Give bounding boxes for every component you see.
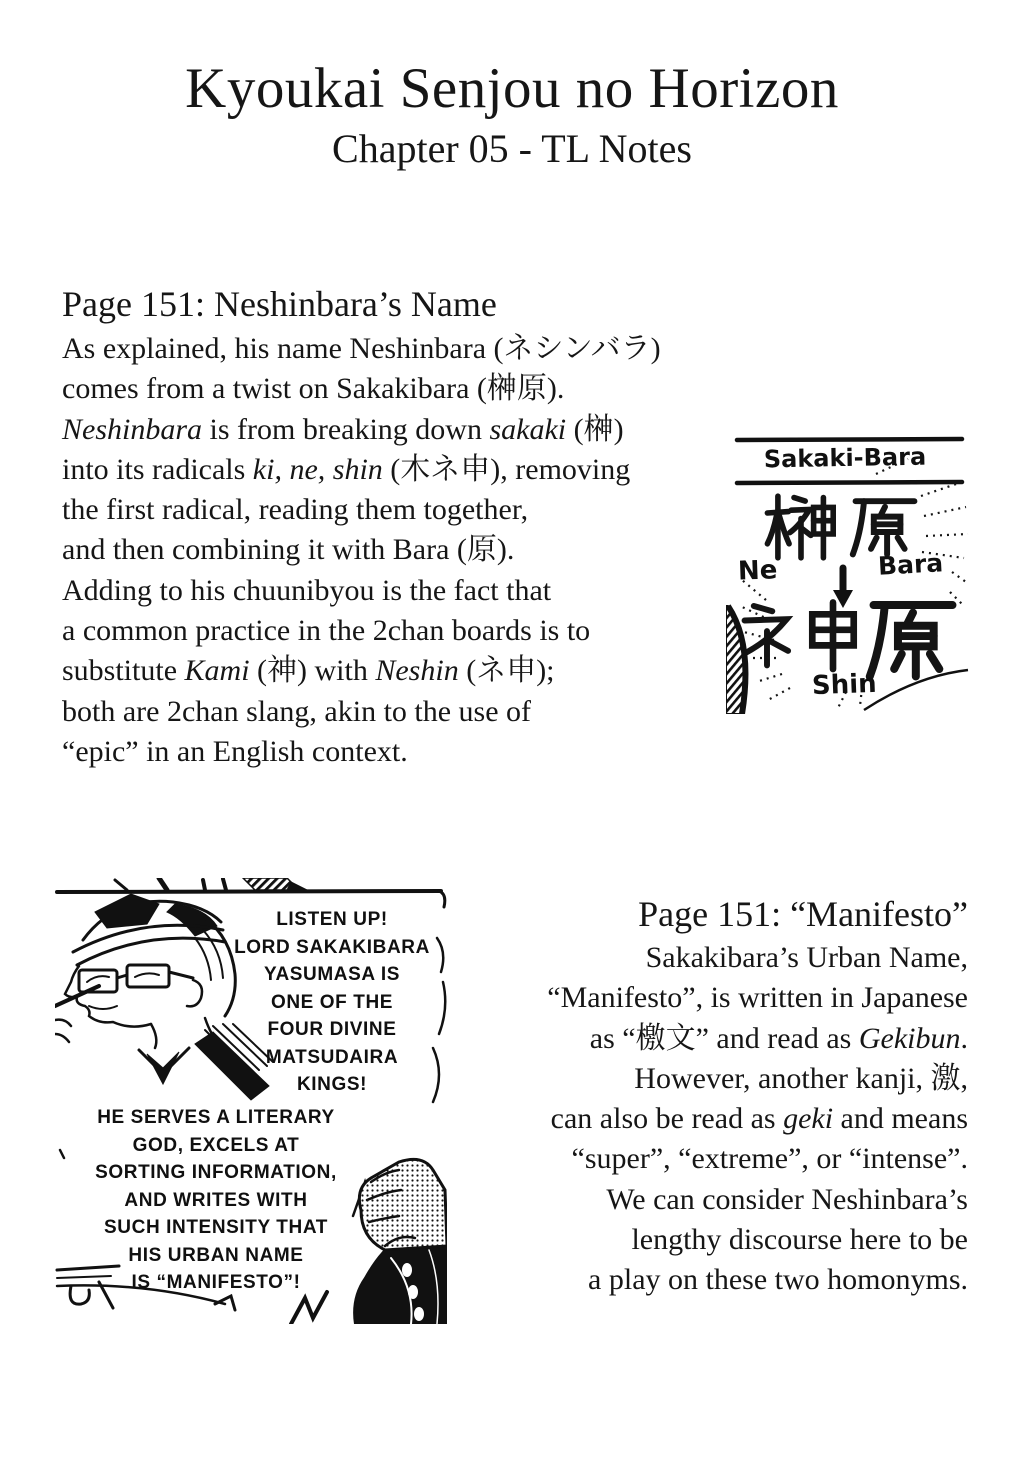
text-line: comes from a twist on Sakakibara (榊原).: [62, 372, 565, 406]
panel-top-border: [57, 891, 441, 892]
text-line: SORTING INFORMATION,: [95, 1162, 337, 1183]
text-line: “super”, “extreme”, or “intense”.: [571, 1142, 968, 1176]
note-neshinbara-heading: Page 151: Neshinbara’s Name: [62, 284, 497, 324]
text-line: “epic” in an English context.: [62, 734, 408, 768]
text-line: SUCH INTENSITY THAT: [104, 1217, 328, 1238]
figure-caption: Sakaki-Bara: [763, 442, 927, 474]
text-line: HIS URBAN NAME: [128, 1244, 304, 1266]
text-line: and then combining it with Bara (原).: [62, 533, 515, 567]
text-line: into its radicals ki, ne, shin (木ネ申), removing: [62, 452, 631, 486]
text-line: can also be read as geki and means: [550, 1102, 968, 1136]
text-line: We can consider Neshinbara’s: [606, 1182, 968, 1216]
text-line: FOUR DIVINE: [267, 1019, 397, 1040]
text-line: MATSUDAIRA: [265, 1046, 399, 1068]
text-line: AND WRITES WITH: [124, 1189, 308, 1211]
note-manifesto-body: [438, 938, 968, 1301]
figure-caption-rule: [737, 482, 962, 483]
text-line: Sakakibara’s Urban Name,: [645, 941, 968, 974]
speech-bubble-1: [207, 906, 457, 1099]
text-line: ONE OF THE: [270, 991, 394, 1013]
text-line: GOD, EXCELS AT: [132, 1134, 300, 1156]
text-line: as “檄文” and read as Gekibun.: [589, 1021, 968, 1055]
text-line: lengthy discourse here to be: [631, 1223, 968, 1257]
text-line: LORD SAKAKIBARA: [234, 936, 430, 958]
text-line: the first radical, reading them together,: [62, 493, 529, 527]
text-line: a play on these two homonyms.: [588, 1263, 968, 1297]
page-subtitle: Chapter 05 - TL Notes: [332, 126, 692, 171]
text-line: substitute Kami (神) with Neshin (ネ申);: [62, 654, 555, 688]
figure-top-rule: [737, 439, 962, 440]
figure-label-ne: Ne: [737, 555, 778, 587]
note-neshinbara-body: [62, 329, 752, 772]
figure-label-bara: Bara: [877, 548, 944, 581]
speech-bubble-2: [86, 1104, 346, 1297]
text-line: both are 2chan slang, akin to the use of: [62, 694, 532, 728]
text-line: Neshinbara is from breaking down sakaki (榊): [62, 412, 624, 446]
kanji-sakakibara-glyphs: [767, 496, 914, 558]
page-title: Kyoukai Senjou no Horizon: [185, 57, 839, 120]
text-line: YASUMASA IS: [263, 964, 401, 985]
fist-illustration: [353, 1159, 447, 1324]
text-line: HE SERVES A LITERARY: [97, 1107, 335, 1128]
figure-label-shin: Shin: [811, 668, 878, 702]
text-line: LISTEN UP!: [276, 909, 388, 930]
text-line: “Manifesto”, is written in Japanese: [547, 981, 968, 1015]
text-line: However, another kanji, 激,: [634, 1061, 968, 1095]
text-line: IS “MANIFESTO”!: [131, 1272, 301, 1293]
text-line: a common practice in the 2chan boards is to: [62, 614, 591, 648]
note-manifesto-heading: Page 151: “Manifesto”: [638, 894, 968, 934]
text-line: Adding to his chuunibyou is the fact that: [62, 573, 552, 607]
text-line: KINGS!: [296, 1074, 368, 1095]
text-line: As explained, his name Neshinbara (ネシンバラ): [62, 332, 661, 365]
